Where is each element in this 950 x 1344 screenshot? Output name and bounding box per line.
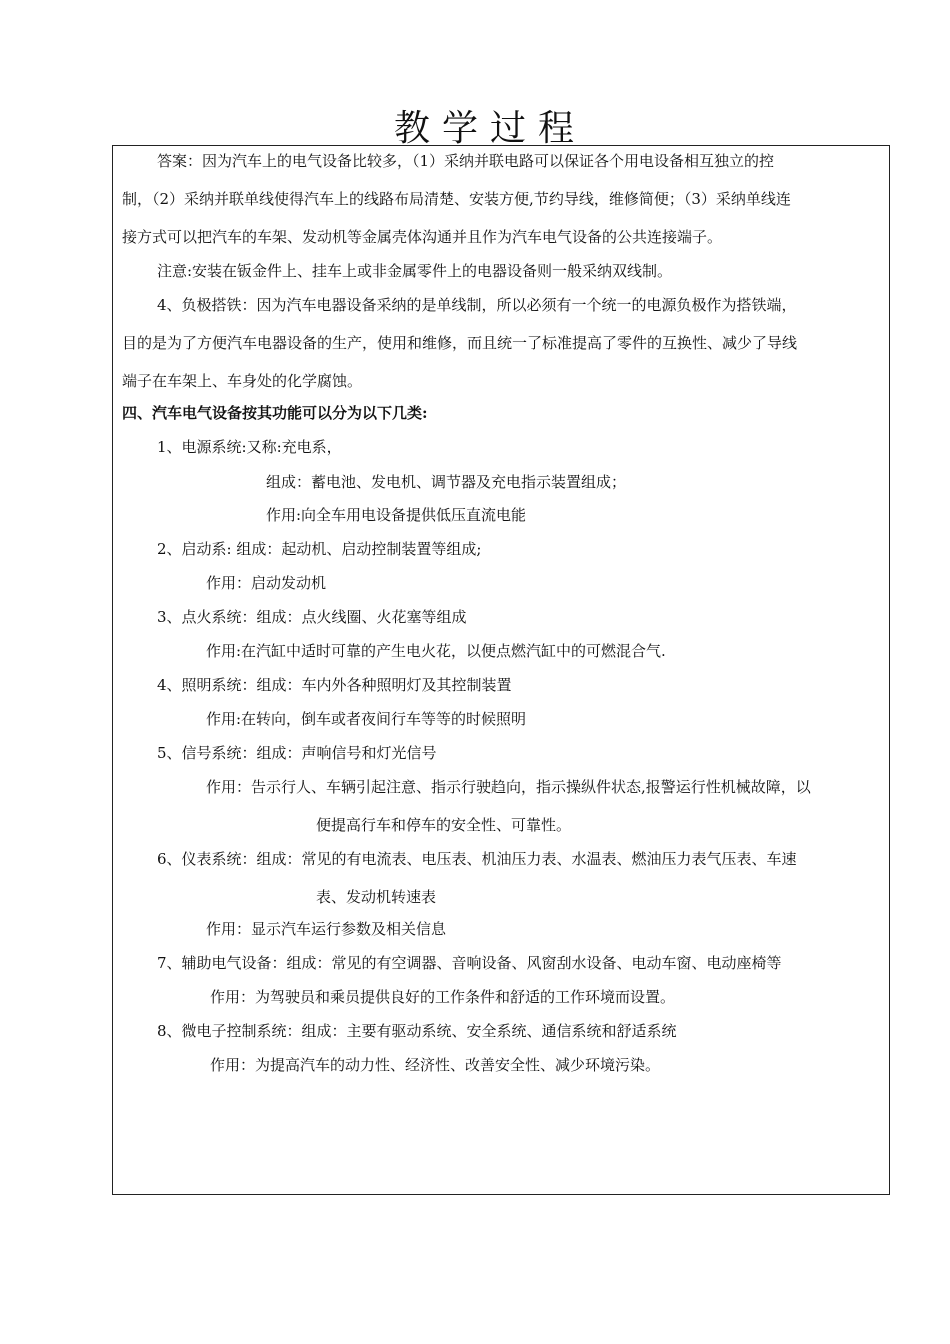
text-line: 注意:安装在钣金件上、挂车上或非金属零件上的电器设备则一般采纳双线制。 (157, 262, 673, 280)
text-line: 答案：因为汽车上的电气设备比较多，（1）采纳并联电路可以保证各个用电设备相互独立的控 (157, 152, 775, 170)
text-line: 作用:向全车用电设备提供低压直流电能 (266, 506, 527, 524)
text-line: 6、仪表系统：组成：常见的有电流表、电压表、机油压力表、水温表、燃油压力表气压表、车速 (157, 850, 797, 868)
text-line: 表、发动机转速表 (316, 888, 437, 906)
text-line: 4、照明系统：组成：车内外各种照明灯及其控制装置 (157, 676, 512, 694)
text-line: 作用：为提高汽车的动力性、经济性、改善安全性、减少环境污染。 (210, 1056, 661, 1074)
text-line: 5、信号系统：组成：声响信号和灯光信号 (157, 744, 437, 762)
section-heading: 四、汽车电气设备按其功能可以分为以下几类: (122, 404, 428, 422)
text-line: 便提高行车和停车的安全性、可靠性。 (316, 816, 572, 834)
text-line: 8、微电子控制系统：组成：主要有驱动系统、安全系统、通信系统和舒适系统 (157, 1022, 677, 1040)
page-title: 教学过程 (393, 108, 586, 149)
text-line: 4、负极搭铁：因为汽车电器设备采纳的是单线制，所以必须有一个统一的电源负极作为搭铁端， (157, 296, 797, 314)
text-line: 2、启动系: 组成：起动机、启动控制装置等组成; (157, 540, 482, 558)
text-line: 3、点火系统：组成：点火线圈、火花塞等组成 (157, 608, 467, 626)
text-line: 接方式可以把汽车的车架、发动机等金属壳体沟通并且作为汽车电气设备的公共连接端子。 (122, 228, 723, 246)
text-line: 7、辅助电气设备：组成：常见的有空调器、音响设备、风窗刮水设备、电动车窗、电动座椅等 (157, 954, 782, 972)
text-line: 作用：为驾驶员和乘员提供良好的工作条件和舒适的工作环境而设置。 (210, 988, 676, 1006)
text-line: 作用：启动发动机 (206, 574, 327, 592)
text-line: 作用：告示行人、车辆引起注意、指示行驶趋向，指示操纵件状态,报警运行性机械故障，以 (206, 778, 811, 796)
text-line: 作用:在转向，倒车或者夜间行车等等的时候照明 (206, 710, 527, 728)
text-line: 制，（2）采纳并联单线使得汽车上的线路布局清楚、安装方便,节约导线，维修简便；（3）采纳单线连 (122, 190, 791, 208)
text-line: 作用:在汽缸中适时可靠的产生电火花，以便点燃汽缸中的可燃混合气. (206, 642, 666, 660)
text-line: 作用：显示汽车运行参数及相关信息 (206, 920, 447, 938)
text-line: 目的是为了方便汽车电器设备的生产，使用和维修，而且统一了标准提高了零件的互换性、减少了导线 (122, 334, 798, 352)
text-line: 端子在车架上、车身处的化学腐蚀。 (122, 372, 363, 390)
text-line: 1、电源系统:又称:充电系， (157, 438, 342, 456)
text-line: 组成：蓄电池、发电机、调节器及充电指示装置组成； (266, 473, 627, 491)
